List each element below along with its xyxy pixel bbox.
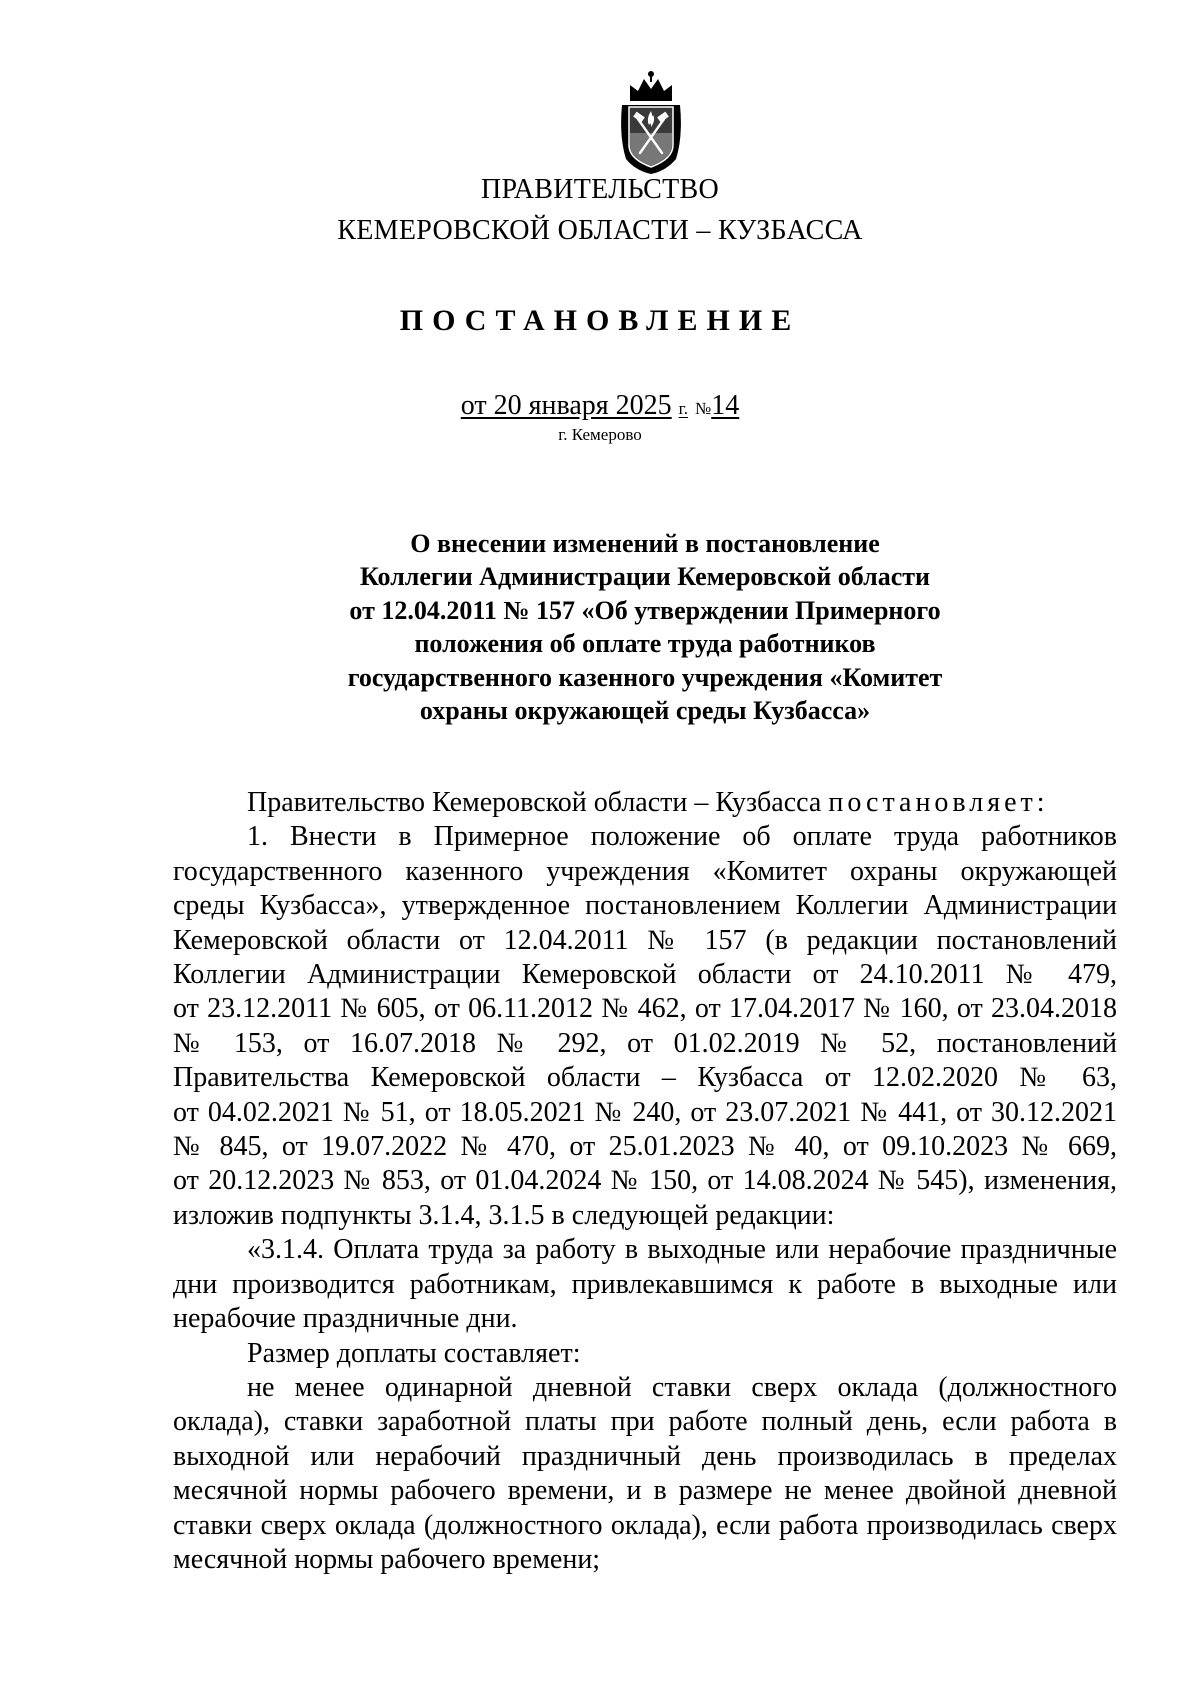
paragraph-1-line: изложив подпункты 3.1.4, 3.1.5 в следующей редакции: xyxy=(173,1199,835,1231)
document-city: г. Кемерово xyxy=(558,425,642,444)
subject-line: Коллегии Администрации Кемеровской области xyxy=(359,562,931,592)
intro-text: Правительство Кемеровской области – Кузбасса xyxy=(247,787,822,818)
paragraph-4-line: ставки сверх оклада (должностного оклада), если работа производилась сверх xyxy=(173,1509,1117,1541)
document-date: от 20 января 2025 xyxy=(460,390,672,421)
paragraph-1-line: от 04.02.2021 № 51, от 18.05.2021 № 240, от 23.07.2021 № 441, от 30.12.2021 xyxy=(173,1096,1117,1128)
number-sign: № xyxy=(694,399,712,418)
document-number: 14 xyxy=(711,390,740,421)
paragraph-3: Размер доплаты составляет: xyxy=(247,1337,581,1369)
paragraph-1-line: № 153, от 16.07.2018 № 292, от 01.02.2019 № 52, постановлений xyxy=(173,1027,1117,1059)
date-number-line xyxy=(0,390,1200,422)
kuzbass-coat-of-arms-icon xyxy=(616,67,686,177)
paragraph-2-line: нерабочие праздничные дни. xyxy=(173,1303,518,1335)
intro-paragraph xyxy=(173,786,1117,820)
intro-verb: постановляет: xyxy=(828,787,1049,818)
paragraph-1-line: среды Кузбасса», утвержденное постановлением Коллегии Администрации xyxy=(173,890,1117,922)
subject-line: О внесении изменений в постановление xyxy=(410,529,880,558)
government-name-line2: КЕМЕРОВСКОЙ ОБЛАСТИ – КУЗБАССА xyxy=(337,215,863,246)
paragraph-4-line: месячной нормы рабочего времени, и в размере не менее двойной дневной xyxy=(173,1475,1117,1507)
document-body xyxy=(173,786,1117,1577)
document-type-title: ПОСТАНОВЛЕНИЕ xyxy=(399,304,801,337)
government-name-line1: ПРАВИТЕЛЬСТВО xyxy=(480,174,720,205)
paragraph-1-line: № 845, от 19.07.2022 № 470, от 25.01.2023 № 40, от 09.10.2023 № 669, xyxy=(173,1131,1117,1163)
subject-line: от 12.04.2011 № 157 «Об утверждении Примерного xyxy=(349,595,941,625)
paragraph-4-line: выходной или нерабочий праздничный день производилась в пределах xyxy=(173,1440,1117,1472)
document-subject xyxy=(300,527,990,727)
crown-icon xyxy=(630,71,672,101)
paragraph-1-line: Правительства Кемеровской области – Кузбасса от 12.02.2020 № 63, xyxy=(173,1062,1117,1094)
paragraph-1-line: 1. Внести в Примерное положение об оплате труда работников xyxy=(247,821,1117,853)
paragraph-1-line: Коллегии Администрации Кемеровской области от 24.10.2011 № 479, xyxy=(173,959,1117,991)
paragraph-1-line: от 20.12.2023 № 853, от 01.04.2024 № 150, от 14.08.2024 № 545), изменения, xyxy=(173,1165,1117,1197)
paragraph-2-line: дни производится работникам, привлекавшимся к работе в выходные или xyxy=(173,1268,1117,1300)
paragraph-4-line: оклада), ставки заработной платы при работе полный день, если работа в xyxy=(173,1406,1117,1438)
subject-line: охраны окружающей среды Кузбасса» xyxy=(419,696,871,726)
subject-line: государственного казенного учреждения «Комитет xyxy=(347,662,943,692)
paragraph-1-line: государственного казенного учреждения «Комитет охраны окружающей xyxy=(173,855,1117,887)
paragraph-1-line: от 23.12.2011 № 605, от 06.11.2012 № 462, от 17.04.2017 № 160, от 23.04.2018 xyxy=(173,993,1117,1025)
paragraph-2-line: «3.1.4. Оплата труда за работу в выходные или нерабочие праздничные xyxy=(247,1234,1117,1266)
year-suffix: г. xyxy=(678,399,688,418)
paragraph-4-line: не менее одинарной дневной ставки сверх оклада (должностного xyxy=(247,1371,1117,1403)
paragraph-4-line: месячной нормы рабочего времени; xyxy=(173,1543,601,1575)
subject-line: положения об оплате труда работников xyxy=(414,629,876,659)
paragraph-1-line: Кемеровской области от 12.04.2011 № 157 (в редакции постановлений xyxy=(173,924,1117,956)
